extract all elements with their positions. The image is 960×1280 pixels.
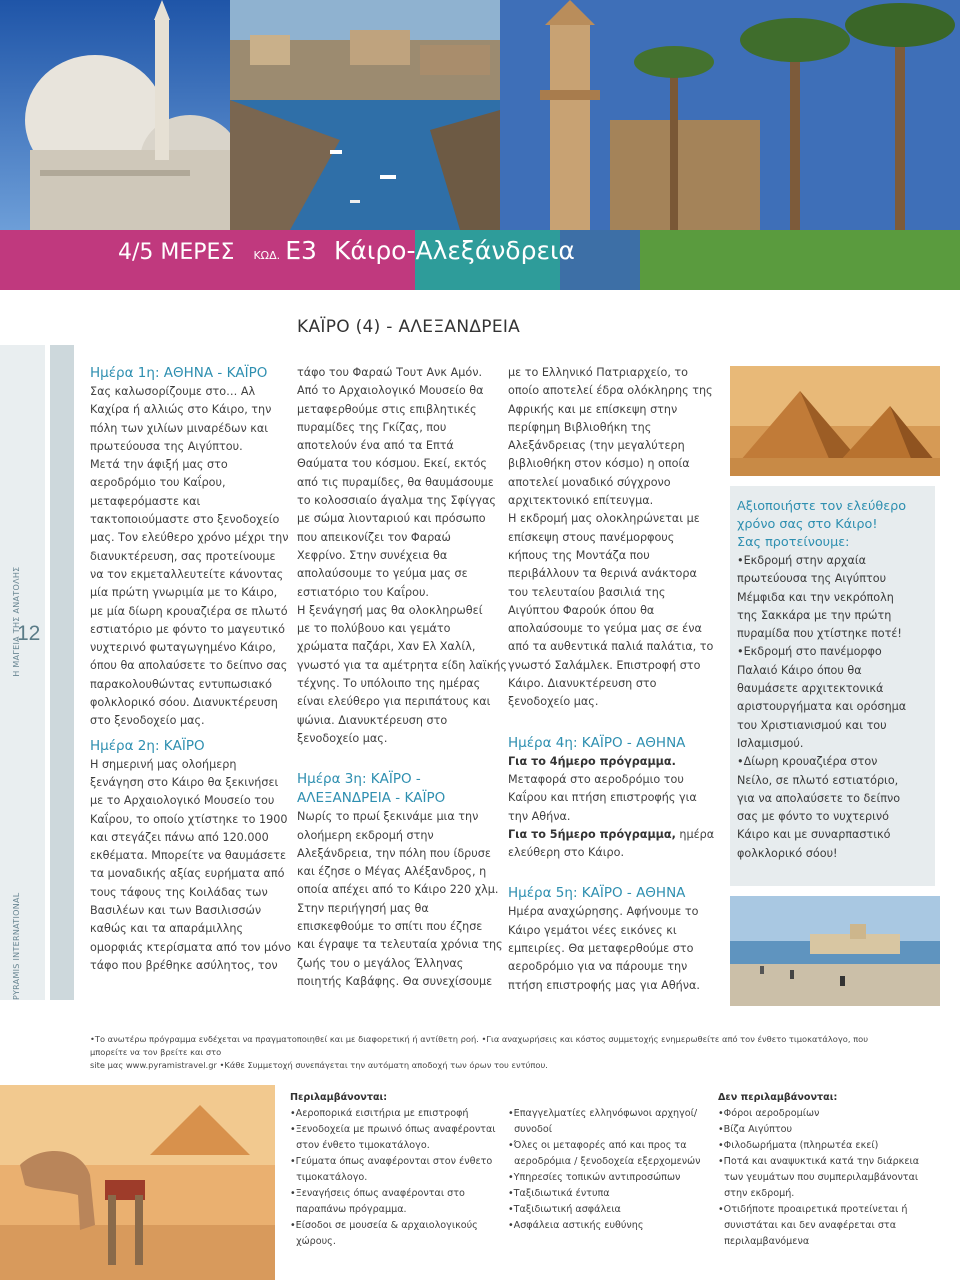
text-line: τάφο που βρέθηκε ασύλητος, τον bbox=[90, 958, 278, 972]
left-strip bbox=[50, 345, 74, 1000]
day3-text bbox=[297, 808, 512, 991]
included-item: •Επαγγελματίες ελληνόφωνοι αρχηγοί/ bbox=[508, 1108, 698, 1119]
text-line: Ημέρα αναχώρησης. Αφήνουμε το bbox=[508, 905, 699, 919]
footnote bbox=[90, 1033, 890, 1072]
included-column-2 bbox=[508, 1106, 713, 1234]
text-line: τακτοποιούμαστε στο ξενοδοχείο bbox=[90, 513, 280, 527]
callout-title-line1: Αξιοποιήστε τον ελεύθερο bbox=[737, 499, 907, 514]
included-item: •Όλες οι μεταφορές από και προς τα bbox=[508, 1140, 687, 1151]
day3-heading-line2: ΑΛΕΞΑΝΔΡΕΙΑ - ΚΑΪΡΟ bbox=[297, 790, 446, 807]
text-line: αεροδρόμιο του Καΐρου, bbox=[90, 476, 226, 490]
included-item: •Ξεναγήσεις όπως αναφέρονται στο bbox=[290, 1188, 465, 1199]
day2-text bbox=[90, 756, 290, 976]
text-line: Κάιρο. Διανυκτέρευση στο bbox=[508, 677, 657, 691]
not-included bbox=[718, 1090, 953, 1250]
not-included-item: περιλαμβανόμενα bbox=[718, 1236, 810, 1247]
text-line: του τελευταίου βασιλιά της bbox=[508, 585, 666, 599]
text-line: ψώνια. Διανυκτέρευση στο bbox=[297, 713, 448, 727]
section-name: Η ΜΑΓΕΙΑ ΤΗΣ ΑΝΑΤΟΛΗΣ bbox=[12, 566, 21, 677]
text-line: από τα αυθεντικά παλιά παλάτια, το bbox=[508, 640, 714, 654]
day4-5day-label: Για το 5ήμερο πρόγραμμα, bbox=[508, 827, 676, 841]
included-item: •Είσοδοι σε μουσεία & αρχαιολογικούς bbox=[290, 1220, 478, 1231]
text-line: γνωστό για τα αμέτρητα είδη λαϊκής bbox=[297, 658, 507, 672]
callout-line: Παλαιό Κάιρο όπου θα bbox=[737, 663, 862, 677]
text-line: τάφο του Φαραώ Τουτ Ανκ Αμόν. bbox=[297, 366, 482, 379]
text-line: Η σημερινή μας ολοήμερη bbox=[90, 757, 237, 771]
callout-text bbox=[737, 552, 927, 863]
tour-days: 4/5 ΜΕΡΕΣ bbox=[118, 240, 235, 265]
day4-text bbox=[508, 771, 723, 826]
text-line: Νωρίς το πρωί ξεκινάμε μια την bbox=[297, 810, 479, 824]
tour-name: Κάιρο-Αλεξάνδρεια bbox=[333, 236, 575, 265]
text-line: Βασιλέων και των Βασιλισσών bbox=[90, 904, 262, 918]
text-line: αποτελεί μοναδικό σύγχρονο bbox=[508, 475, 671, 489]
text-line: περίφημη Βιβλιοθήκη της bbox=[508, 420, 652, 434]
text-line: τους τάφους της Κοιλάδας των bbox=[90, 885, 268, 899]
text-line: πτήση επιστροφής μας για Αθήνα. bbox=[508, 978, 700, 992]
day4-heading: Ημέρα 4η: ΚΑΪΡΟ - ΑΘΗΝΑ bbox=[508, 734, 686, 751]
text-line: με μία δίωρη κρουαζιέρα σε πλωτό bbox=[90, 604, 288, 618]
text-line: που απεικονίζει τον Φαραώ bbox=[297, 530, 451, 544]
text-line: όπου θα απολαύσετε το δείπνο σας bbox=[90, 659, 288, 673]
text-line: Από το Αρχαιολογικό Μουσείο θα bbox=[297, 384, 484, 398]
text-line: εστιατόριο του Καΐρου. bbox=[297, 585, 429, 599]
text-line: εμπειρίες. Θα μεταφερθούμε στο bbox=[508, 942, 694, 956]
callout-line: Νείλο, σε πλωτό εστιατόριο, bbox=[737, 773, 899, 787]
day1-text bbox=[90, 383, 290, 731]
text-line: χρώματα παζάρι, Χαν Ελ Χαλίλ, bbox=[297, 640, 476, 654]
not-included-item: συνιστάται και δεν αναφέρεται στα bbox=[718, 1220, 897, 1231]
day2-text-continued bbox=[297, 364, 512, 748]
text-line: Αιγύπτου Φαρούκ όπου θα bbox=[508, 603, 655, 617]
alexandria-citadel-photo bbox=[730, 896, 940, 1006]
text-line: μία πρώτη γνωριμία με το Κάιρο, bbox=[90, 586, 278, 600]
text-line: στο ξενοδοχείο μας. bbox=[90, 714, 205, 728]
text-line: απολαύσουμε το γεύμα μας σε bbox=[297, 567, 468, 581]
brand-name: PYRAMIS INTERNATIONAL bbox=[12, 892, 21, 1000]
included-title: Περιλαμβάνονται: bbox=[290, 1092, 388, 1103]
included-item: χώρους. bbox=[290, 1236, 336, 1247]
text-line: φολκλορικό σόου. Διανυκτέρευση bbox=[90, 696, 278, 710]
text-line: το κολοσσιαίο άγαλμα της Σφίγγας bbox=[297, 494, 496, 508]
callout-line: της Σακκάρα με την πρώτη bbox=[737, 608, 892, 622]
day4-5day-program bbox=[508, 826, 723, 844]
text-line: με το πολύβουο και γεμάτο bbox=[297, 622, 451, 636]
text-line: βιβλιοθήκη στον κόσμο) η οποία bbox=[508, 457, 690, 471]
footnote-line2: site μας www.pyramistravel.gr •Κάθε Συμμετοχή συνεπάγεται την αυτόματη αποδοχή των όρων του εντύπου. bbox=[90, 1060, 548, 1070]
text-line: ομορφιάς κτερίσματα από τον μόνο bbox=[90, 940, 292, 954]
included-item: •Ταξιδιωτική ασφάλεια bbox=[508, 1204, 621, 1215]
day3-heading-line1: Ημέρα 3η: ΚΑΪΡΟ - bbox=[297, 771, 421, 788]
callout-line: •Δίωρη κρουαζιέρα στον bbox=[737, 755, 878, 769]
text-line: ξενοδοχείο μας. bbox=[508, 695, 599, 709]
included-item: •Ασφάλεια αστικής ευθύνης bbox=[508, 1220, 644, 1231]
callout-line: Κάιρο και με συναρπαστικό bbox=[737, 828, 891, 842]
callout-line: Μέμφιδα και την νεκρόπολη bbox=[737, 590, 894, 604]
text-line: αποτελούν ένα από τα Επτά bbox=[297, 439, 454, 453]
included-item: στον ένθετο τιμοκατάλογο. bbox=[290, 1140, 430, 1151]
callout-line: Ισλαμισμού. bbox=[737, 736, 804, 750]
text-line: μεταφερθούμε στις επιβλητικές bbox=[297, 402, 477, 416]
not-included-item: •Οτιδήποτε προαιρετικά προτείνεται ή bbox=[718, 1204, 908, 1215]
day4-4day-program: Για το 4ήμερο πρόγραμμα. bbox=[508, 754, 676, 768]
text-line: ξενάγηση στο Κάιρο θα ξεκινήσει bbox=[90, 775, 279, 789]
camel-photo bbox=[0, 1085, 275, 1280]
day3-text-continued bbox=[508, 364, 723, 712]
itinerary-column-1 bbox=[90, 364, 290, 975]
text-line: Αλεξάνδρειας (την μεγαλύτερη bbox=[508, 439, 685, 453]
text-line: πόλη των χιλίων μιναρέδων και bbox=[90, 421, 269, 435]
day3-heading bbox=[297, 770, 512, 808]
text-line: Κάιρο γεμάτοι νέες εικόνες κι bbox=[508, 923, 677, 937]
not-included-item: •Ποτά και αναψυκτικά κατά την διάρκεια bbox=[718, 1156, 920, 1167]
text-line: επίσκεψη στους πανέμορφους bbox=[508, 530, 675, 544]
text-line: ολοήμερη εκδρομή στην bbox=[297, 828, 434, 842]
callout-title-line2: χρόνο σας στο Κάιρο! bbox=[737, 517, 878, 532]
day5-heading: Ημέρα 5η: ΚΑΪΡΟ - ΑΘΗΝΑ bbox=[508, 885, 686, 902]
code-label: ΚΩΔ. bbox=[253, 249, 281, 262]
tour-title bbox=[118, 236, 575, 265]
text-line: να τον εκμεταλλευτείτε κάνοντας bbox=[90, 567, 284, 581]
text-line: εστιατόριο με φόντο το μαγευτικό bbox=[90, 622, 285, 636]
pyramids-photo bbox=[730, 366, 940, 476]
included-item: παραπάνω πρόγραμμα. bbox=[290, 1204, 407, 1215]
not-included-item: στην εκδρομή. bbox=[718, 1188, 795, 1199]
not-included-list bbox=[718, 1106, 953, 1250]
callout-line: πρωτεύουσα της Αιγύπτου bbox=[737, 572, 887, 586]
text-line: εκθέματα. Μπορείτε να θαυμάσετε bbox=[90, 849, 287, 863]
minaret-palms-photo bbox=[500, 0, 960, 230]
text-line: Μεταφορά στο αεροδρόμιο του bbox=[508, 772, 684, 786]
text-line: πυραμίδες της Γκίζας, που bbox=[297, 420, 447, 434]
included-item: •Ταξιδιωτικά έντυπα bbox=[508, 1188, 610, 1199]
text-line: από τις πυραμίδες, θα θαυμάσουμε bbox=[297, 475, 494, 489]
text-line: και στεγάζει πάνω από 120.000 bbox=[90, 830, 269, 844]
text-line: Καχίρα ή αλλιώς στο Κάιρο, την bbox=[90, 403, 272, 417]
alexandria-harbour-photo bbox=[230, 0, 500, 230]
day2-heading: Ημέρα 2η: ΚΑΪΡΟ bbox=[90, 737, 205, 754]
text-line: καθώς και τα απαράμιλλης bbox=[90, 922, 244, 936]
text-line: τα μοναδικής αξίας ευρήματα από bbox=[90, 867, 285, 881]
text-line: και έζησε ο Μέγας Αλέξανδρος, η bbox=[297, 865, 487, 879]
text-line: Μετά την άφιξή μας στο bbox=[90, 458, 228, 472]
day5-text bbox=[508, 903, 723, 994]
text-line: οποία απέχει από το Κάιρο 220 χλμ. bbox=[297, 883, 499, 897]
text-line: γνωστό Σαλάμλεκ. Επιστροφή στο bbox=[508, 658, 701, 672]
text-line: είναι ελεύθερο για περιπάτους και bbox=[297, 695, 491, 709]
text-line: την Αθήνα. bbox=[508, 809, 571, 823]
text-line: Σας καλωσορίζουμε στο… Αλ bbox=[90, 385, 256, 398]
included-item: αεροδρόμια / ξενοδοχεία εξερχομενών bbox=[508, 1156, 701, 1167]
tour-subtitle: ΚΑΪΡΟ (4) - ΑΛΕΞΑΝΔΡΕΙΑ bbox=[297, 317, 521, 337]
day4-free-day: ελεύθερη στο Κάιρο. bbox=[508, 846, 625, 860]
text-line: παρακολουθώντας εντυπωσιακό bbox=[90, 677, 272, 691]
text-line: Η ξενάγησή μας θα ολοκληρωθεί bbox=[297, 603, 483, 617]
not-included-item: •Φιλοδωρήματα (πληρωτέα εκεί) bbox=[718, 1140, 879, 1151]
text-line: Στην περιήγησή μας θα bbox=[297, 901, 429, 915]
included-item: •Ξενοδοχεία με πρωινό όπως αναφέρονται bbox=[290, 1124, 496, 1135]
banner-green bbox=[640, 230, 960, 290]
callout-line: φολκλορικό σόου! bbox=[737, 846, 838, 860]
side-margin bbox=[0, 345, 45, 1000]
text-line: ζωής του ο μεγάλος Έλληνας bbox=[297, 956, 464, 970]
callout-line: •Εκδρομή στο πανέμορφο bbox=[737, 645, 882, 659]
callout-line: •Εκδρομή στην αρχαία bbox=[737, 554, 867, 567]
included-list-2 bbox=[508, 1106, 713, 1234]
page-number: 12 bbox=[17, 622, 41, 645]
text-line: Αλεξάνδρεια, την πόλη που ίδρυσε bbox=[297, 846, 491, 860]
not-included-item: των γευμάτων που συμπεριλαμβάνονται bbox=[718, 1172, 919, 1183]
not-included-item: •Φόροι αεροδρομίων bbox=[718, 1108, 820, 1119]
callout-line: του Χριστιανισμού και του bbox=[737, 718, 887, 732]
callout-line: αριστουργήματα και ορόσημα bbox=[737, 700, 907, 714]
text-line: και έγραψε τα τελευταία χρόνια της bbox=[297, 938, 503, 952]
callout-line: πυραμίδα που χτίστηκε ποτέ! bbox=[737, 627, 902, 641]
text-line: πρωτεύουσα της Αιγύπτου. bbox=[90, 439, 243, 453]
footnote-line1: •Το ανωτέρω πρόγραμμα ενδέχεται να πραγματοποιηθεί και με διαφορετική ή αντίθετη ροή. •Για αναχωρήσεις και κόστος συμμετοχής ενημερωθείτε από τον ένθετο τιμοκατάλογο, που μπορείτε να τον βρείτε και στο bbox=[90, 1034, 869, 1057]
not-included-item: •Βίζα Αιγύπτου bbox=[718, 1124, 793, 1135]
text-line: ξενοδοχείο μας. bbox=[297, 731, 388, 745]
text-line: αεροδρόμιο για να πάρουμε την bbox=[508, 960, 688, 974]
text-line: Καΐρου, το οποίο χτίστηκε το 1900 bbox=[90, 812, 288, 826]
included-item: •Γεύματα όπως αναφέρονται στον ένθετο bbox=[290, 1156, 493, 1167]
text-line: Η εκδρομή μας ολοκληρώνεται με bbox=[508, 512, 700, 526]
included-list-1 bbox=[290, 1106, 500, 1250]
text-line: με το Αρχαιολογικό Μουσείο του bbox=[90, 794, 275, 808]
text-line: με το Ελληνικό Πατριαρχείο, το bbox=[508, 366, 689, 379]
text-line: με σώμα λιονταριού και πρόσωπο bbox=[297, 512, 486, 526]
mosque-domes-photo bbox=[0, 0, 230, 230]
included-item: τιμοκατάλογο. bbox=[290, 1172, 368, 1183]
text-line: κήπους της Μοντάζα που bbox=[508, 548, 650, 562]
text-line: οποίο αποτελεί έδρα ολόκληρης της bbox=[508, 384, 713, 398]
included-item: •Υπηρεσίες τοπικών αντιπροσώπων bbox=[508, 1172, 681, 1183]
text-line: τέχνης. Το υπόλοιπο της ημέρας bbox=[297, 677, 481, 691]
text-line: Θαύματα του κόσμου. Εκεί, εκτός bbox=[297, 457, 487, 471]
text-line: διανυκτέρευση, σας προτείνουμε bbox=[90, 549, 276, 563]
day1-heading: Ημέρα 1η: ΑΘΗΝΑ - ΚΑΪΡΟ bbox=[90, 365, 268, 381]
callout-line: σας με φόντο το νυχτερινό bbox=[737, 810, 890, 824]
text-line: περιβάλλουν τα θερινά ανάκτορα bbox=[508, 567, 697, 581]
itinerary-column-2 bbox=[297, 364, 512, 991]
tour-code: Ε3 bbox=[285, 236, 317, 265]
included-item: συνοδοί bbox=[508, 1124, 552, 1135]
text-line: Καΐρου και πτήση επιστροφής για bbox=[508, 791, 697, 805]
text-line: επισκεφθούμε το σπίτι που έζησε bbox=[297, 920, 483, 934]
text-line: μεταφερόμαστε και bbox=[90, 494, 201, 508]
callout-line: θαυμάσετε αρχιτεκτονικά bbox=[737, 682, 884, 696]
text-line: νυχτερινό φωταγωγημένο Κάιρο, bbox=[90, 641, 276, 655]
day4-5day-tail: ημέρα bbox=[675, 827, 715, 841]
text-line: ποιητής Καβάφης. Θα συνεχίσουμε bbox=[297, 974, 493, 988]
free-time-callout bbox=[730, 486, 935, 886]
callout-line: για να απολαύσετε το δείπνο bbox=[737, 791, 901, 805]
text-line: Αφρικής και με επίσκεψη στην bbox=[508, 402, 678, 416]
itinerary-column-3 bbox=[508, 364, 723, 995]
included-column-1 bbox=[290, 1090, 500, 1250]
not-included-title: Δεν περιλαμβάνονται: bbox=[718, 1092, 838, 1103]
text-line: Χεφρίνο. Στην συνέχεια θα bbox=[297, 548, 448, 562]
text-line: αρχιτεκτονικό επίτευγμα. bbox=[508, 494, 654, 508]
text-line: απολαύσουμε το γεύμα μας σε ένα bbox=[508, 622, 702, 636]
included-item: •Αεροπορικά εισιτήρια με επιστροφή bbox=[290, 1108, 469, 1119]
callout-title-line3: Σας προτείνουμε: bbox=[737, 535, 850, 550]
text-line: μας. Τον ελεύθερο χρόνο μέχρι την bbox=[90, 531, 289, 545]
